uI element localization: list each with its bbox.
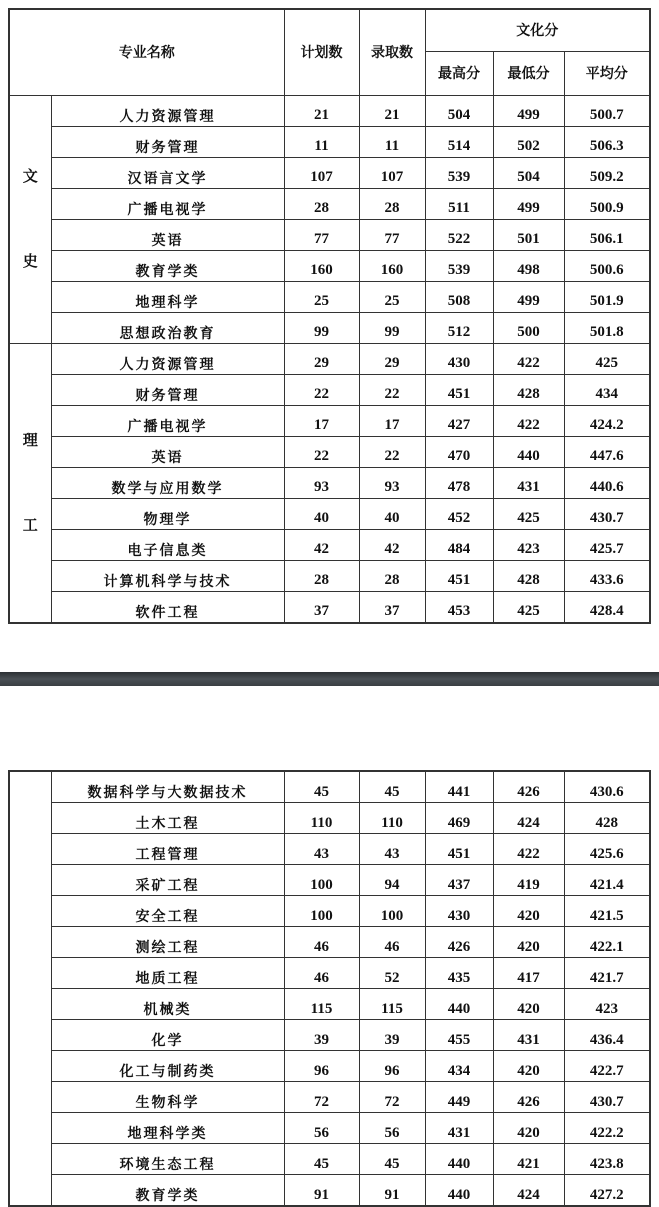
admit-count-cell: 110 bbox=[359, 803, 425, 834]
min-score-cell: 428 bbox=[493, 374, 564, 405]
min-score-cell: 425 bbox=[493, 591, 564, 623]
max-score-cell: 453 bbox=[425, 591, 493, 623]
admit-count-cell: 25 bbox=[359, 281, 425, 312]
admit-count-cell: 39 bbox=[359, 1020, 425, 1051]
plan-count-cell: 28 bbox=[284, 560, 359, 591]
avg-score-cell: 427.2 bbox=[564, 1175, 650, 1207]
avg-score-cell: 425.7 bbox=[564, 529, 650, 560]
table-row bbox=[9, 896, 650, 927]
major-name-cell: 地理科学类 bbox=[51, 1113, 284, 1144]
avg-score-cell: 430.7 bbox=[564, 498, 650, 529]
plan-count-cell: 17 bbox=[284, 405, 359, 436]
admit-count-cell: 45 bbox=[359, 771, 425, 803]
min-score-cell: 424 bbox=[493, 1175, 564, 1207]
max-score-cell: 427 bbox=[425, 405, 493, 436]
min-score-cell: 501 bbox=[493, 219, 564, 250]
plan-count-cell: 25 bbox=[284, 281, 359, 312]
plan-count-cell: 96 bbox=[284, 1051, 359, 1082]
min-score-cell: 499 bbox=[493, 188, 564, 219]
min-score-cell: 424 bbox=[493, 803, 564, 834]
admit-count-cell: 99 bbox=[359, 312, 425, 343]
major-name-cell: 数据科学与大数据技术 bbox=[51, 771, 284, 803]
table-row bbox=[9, 927, 650, 958]
min-score-cell: 420 bbox=[493, 1113, 564, 1144]
max-score-cell: 508 bbox=[425, 281, 493, 312]
major-name-cell: 广播电视学 bbox=[51, 405, 284, 436]
min-score-cell: 499 bbox=[493, 281, 564, 312]
min-score-cell: 422 bbox=[493, 405, 564, 436]
table-row bbox=[9, 343, 650, 374]
plan-count-cell: 46 bbox=[284, 958, 359, 989]
max-score-cell: 440 bbox=[425, 989, 493, 1020]
category-group-cell bbox=[9, 95, 51, 343]
major-name-cell: 测绘工程 bbox=[51, 927, 284, 958]
admission-table-part-1 bbox=[8, 8, 651, 624]
min-score-cell: 440 bbox=[493, 436, 564, 467]
admit-count-cell: 52 bbox=[359, 958, 425, 989]
plan-count-cell: 115 bbox=[284, 989, 359, 1020]
avg-score-cell: 500.7 bbox=[564, 95, 650, 126]
plan-count-cell: 91 bbox=[284, 1175, 359, 1207]
admission-table-part-2 bbox=[8, 770, 651, 1207]
table-row bbox=[9, 1051, 650, 1082]
major-name-cell: 人力资源管理 bbox=[51, 95, 284, 126]
avg-score-cell: 422.2 bbox=[564, 1113, 650, 1144]
max-score-cell: 440 bbox=[425, 1144, 493, 1175]
avg-score-cell: 430.7 bbox=[564, 1082, 650, 1113]
avg-score-cell: 500.6 bbox=[564, 250, 650, 281]
min-score-cell: 431 bbox=[493, 467, 564, 498]
min-score-cell: 421 bbox=[493, 1144, 564, 1175]
plan-count-cell: 160 bbox=[284, 250, 359, 281]
major-name-cell: 思想政治教育 bbox=[51, 312, 284, 343]
table-row bbox=[9, 803, 650, 834]
admit-count-cell: 22 bbox=[359, 436, 425, 467]
header-major-name: 专业名称 bbox=[9, 9, 284, 95]
plan-count-cell: 93 bbox=[284, 467, 359, 498]
admit-count-cell: 115 bbox=[359, 989, 425, 1020]
max-score-cell: 455 bbox=[425, 1020, 493, 1051]
major-name-cell: 英语 bbox=[51, 219, 284, 250]
table-row bbox=[9, 498, 650, 529]
admit-count-cell: 21 bbox=[359, 95, 425, 126]
major-name-cell: 英语 bbox=[51, 436, 284, 467]
major-name-cell: 教育学类 bbox=[51, 250, 284, 281]
table-row bbox=[9, 591, 650, 623]
header-max-score: 最高分 bbox=[425, 51, 493, 95]
admit-count-cell: 22 bbox=[359, 374, 425, 405]
max-score-cell: 435 bbox=[425, 958, 493, 989]
avg-score-cell: 428 bbox=[564, 803, 650, 834]
max-score-cell: 512 bbox=[425, 312, 493, 343]
avg-score-cell: 425.6 bbox=[564, 834, 650, 865]
min-score-cell: 500 bbox=[493, 312, 564, 343]
admit-count-cell: 37 bbox=[359, 591, 425, 623]
avg-score-cell: 423.8 bbox=[564, 1144, 650, 1175]
major-name-cell: 采矿工程 bbox=[51, 865, 284, 896]
max-score-cell: 431 bbox=[425, 1113, 493, 1144]
min-score-cell: 425 bbox=[493, 498, 564, 529]
avg-score-cell: 500.9 bbox=[564, 188, 650, 219]
table-row bbox=[9, 436, 650, 467]
admit-count-cell: 93 bbox=[359, 467, 425, 498]
min-score-cell: 420 bbox=[493, 896, 564, 927]
plan-count-cell: 11 bbox=[284, 126, 359, 157]
plan-count-cell: 77 bbox=[284, 219, 359, 250]
plan-count-cell: 56 bbox=[284, 1113, 359, 1144]
major-name-cell: 机械类 bbox=[51, 989, 284, 1020]
table-row bbox=[9, 560, 650, 591]
header-avg-score: 平均分 bbox=[564, 51, 650, 95]
table-row bbox=[9, 219, 650, 250]
avg-score-cell: 501.9 bbox=[564, 281, 650, 312]
table-row bbox=[9, 1144, 650, 1175]
major-name-cell: 地质工程 bbox=[51, 958, 284, 989]
max-score-cell: 430 bbox=[425, 343, 493, 374]
avg-score-cell: 436.4 bbox=[564, 1020, 650, 1051]
table-row bbox=[9, 312, 650, 343]
min-score-cell: 504 bbox=[493, 157, 564, 188]
admit-count-cell: 94 bbox=[359, 865, 425, 896]
avg-score-cell: 423 bbox=[564, 989, 650, 1020]
table-row bbox=[9, 250, 650, 281]
plan-count-cell: 45 bbox=[284, 1144, 359, 1175]
major-name-cell: 数学与应用数学 bbox=[51, 467, 284, 498]
major-name-cell: 财务管理 bbox=[51, 126, 284, 157]
min-score-cell: 431 bbox=[493, 1020, 564, 1051]
admit-count-cell: 91 bbox=[359, 1175, 425, 1207]
max-score-cell: 484 bbox=[425, 529, 493, 560]
plan-count-cell: 39 bbox=[284, 1020, 359, 1051]
table-row bbox=[9, 1020, 650, 1051]
major-name-cell: 物理学 bbox=[51, 498, 284, 529]
plan-count-cell: 100 bbox=[284, 865, 359, 896]
max-score-cell: 449 bbox=[425, 1082, 493, 1113]
major-name-cell: 环境生态工程 bbox=[51, 1144, 284, 1175]
plan-count-cell: 43 bbox=[284, 834, 359, 865]
table-row bbox=[9, 834, 650, 865]
table-row bbox=[9, 374, 650, 405]
table-row bbox=[9, 95, 650, 126]
max-score-cell: 470 bbox=[425, 436, 493, 467]
min-score-cell: 423 bbox=[493, 529, 564, 560]
admit-count-cell: 107 bbox=[359, 157, 425, 188]
plan-count-cell: 40 bbox=[284, 498, 359, 529]
plan-count-cell: 29 bbox=[284, 343, 359, 374]
major-name-cell: 人力资源管理 bbox=[51, 343, 284, 374]
min-score-cell: 502 bbox=[493, 126, 564, 157]
admit-count-cell: 11 bbox=[359, 126, 425, 157]
table-row bbox=[9, 281, 650, 312]
admit-count-cell: 72 bbox=[359, 1082, 425, 1113]
table-row bbox=[9, 529, 650, 560]
major-name-cell: 工程管理 bbox=[51, 834, 284, 865]
plan-count-cell: 100 bbox=[284, 896, 359, 927]
admit-count-cell: 45 bbox=[359, 1144, 425, 1175]
max-score-cell: 478 bbox=[425, 467, 493, 498]
max-score-cell: 514 bbox=[425, 126, 493, 157]
category-char: 史 bbox=[22, 252, 38, 270]
min-score-cell: 498 bbox=[493, 250, 564, 281]
avg-score-cell: 428.4 bbox=[564, 591, 650, 623]
avg-score-cell: 422.7 bbox=[564, 1051, 650, 1082]
max-score-cell: 426 bbox=[425, 927, 493, 958]
avg-score-cell: 425 bbox=[564, 343, 650, 374]
min-score-cell: 422 bbox=[493, 343, 564, 374]
table-row bbox=[9, 157, 650, 188]
avg-score-cell: 506.3 bbox=[564, 126, 650, 157]
header-culture-score: 文化分 bbox=[425, 9, 650, 51]
table-row bbox=[9, 989, 650, 1020]
avg-score-cell: 509.2 bbox=[564, 157, 650, 188]
plan-count-cell: 21 bbox=[284, 95, 359, 126]
avg-score-cell: 501.8 bbox=[564, 312, 650, 343]
min-score-cell: 419 bbox=[493, 865, 564, 896]
major-name-cell: 化工与制药类 bbox=[51, 1051, 284, 1082]
category-char: 理 bbox=[22, 430, 38, 449]
major-name-cell: 教育学类 bbox=[51, 1175, 284, 1207]
max-score-cell: 504 bbox=[425, 95, 493, 126]
table-row bbox=[9, 1175, 650, 1207]
max-score-cell: 539 bbox=[425, 250, 493, 281]
category-group-cell bbox=[9, 343, 51, 623]
avg-score-cell: 440.6 bbox=[564, 467, 650, 498]
major-name-cell: 软件工程 bbox=[51, 591, 284, 623]
min-score-cell: 422 bbox=[493, 834, 564, 865]
min-score-cell: 426 bbox=[493, 771, 564, 803]
header-min-score: 最低分 bbox=[493, 51, 564, 95]
avg-score-cell: 421.7 bbox=[564, 958, 650, 989]
max-score-cell: 451 bbox=[425, 374, 493, 405]
admit-count-cell: 17 bbox=[359, 405, 425, 436]
max-score-cell: 451 bbox=[425, 834, 493, 865]
max-score-cell: 441 bbox=[425, 771, 493, 803]
admit-count-cell: 43 bbox=[359, 834, 425, 865]
admit-count-cell: 28 bbox=[359, 560, 425, 591]
plan-count-cell: 22 bbox=[284, 436, 359, 467]
table-row bbox=[9, 958, 650, 989]
max-score-cell: 452 bbox=[425, 498, 493, 529]
max-score-cell: 430 bbox=[425, 896, 493, 927]
avg-score-cell: 506.1 bbox=[564, 219, 650, 250]
plan-count-cell: 45 bbox=[284, 771, 359, 803]
max-score-cell: 440 bbox=[425, 1175, 493, 1207]
header-plan-count: 计划数 bbox=[284, 9, 359, 95]
avg-score-cell: 433.6 bbox=[564, 560, 650, 591]
max-score-cell: 451 bbox=[425, 560, 493, 591]
max-score-cell: 522 bbox=[425, 219, 493, 250]
admit-count-cell: 56 bbox=[359, 1113, 425, 1144]
avg-score-cell: 447.6 bbox=[564, 436, 650, 467]
min-score-cell: 428 bbox=[493, 560, 564, 591]
plan-count-cell: 28 bbox=[284, 188, 359, 219]
admit-count-cell: 96 bbox=[359, 1051, 425, 1082]
max-score-cell: 437 bbox=[425, 865, 493, 896]
header-admit-count: 录取数 bbox=[359, 9, 425, 95]
major-name-cell: 电子信息类 bbox=[51, 529, 284, 560]
admit-count-cell: 28 bbox=[359, 188, 425, 219]
admit-count-cell: 42 bbox=[359, 529, 425, 560]
avg-score-cell: 434 bbox=[564, 374, 650, 405]
category-char: 文 bbox=[22, 167, 38, 185]
max-score-cell: 469 bbox=[425, 803, 493, 834]
table-row bbox=[9, 771, 650, 803]
major-name-cell: 土木工程 bbox=[51, 803, 284, 834]
table-row bbox=[9, 1082, 650, 1113]
table-row bbox=[9, 865, 650, 896]
admit-count-cell: 46 bbox=[359, 927, 425, 958]
major-name-cell: 广播电视学 bbox=[51, 188, 284, 219]
admit-count-cell: 100 bbox=[359, 896, 425, 927]
min-score-cell: 499 bbox=[493, 95, 564, 126]
major-name-cell: 生物科学 bbox=[51, 1082, 284, 1113]
avg-score-cell: 424.2 bbox=[564, 405, 650, 436]
table-row bbox=[9, 188, 650, 219]
max-score-cell: 434 bbox=[425, 1051, 493, 1082]
table-row bbox=[9, 467, 650, 498]
plan-count-cell: 46 bbox=[284, 927, 359, 958]
major-name-cell: 安全工程 bbox=[51, 896, 284, 927]
plan-count-cell: 22 bbox=[284, 374, 359, 405]
admit-count-cell: 29 bbox=[359, 343, 425, 374]
admit-count-cell: 40 bbox=[359, 498, 425, 529]
max-score-cell: 511 bbox=[425, 188, 493, 219]
avg-score-cell: 430.6 bbox=[564, 771, 650, 803]
major-name-cell: 汉语言文学 bbox=[51, 157, 284, 188]
major-name-cell: 化学 bbox=[51, 1020, 284, 1051]
min-score-cell: 420 bbox=[493, 989, 564, 1020]
admit-count-cell: 160 bbox=[359, 250, 425, 281]
category-group-cell bbox=[9, 771, 51, 1206]
plan-count-cell: 37 bbox=[284, 591, 359, 623]
min-score-cell: 426 bbox=[493, 1082, 564, 1113]
avg-score-cell: 421.4 bbox=[564, 865, 650, 896]
min-score-cell: 420 bbox=[493, 927, 564, 958]
major-name-cell: 财务管理 bbox=[51, 374, 284, 405]
admit-count-cell: 77 bbox=[359, 219, 425, 250]
table-row bbox=[9, 1113, 650, 1144]
avg-score-cell: 421.5 bbox=[564, 896, 650, 927]
table-row bbox=[9, 405, 650, 436]
major-name-cell: 计算机科学与技术 bbox=[51, 560, 284, 591]
min-score-cell: 420 bbox=[493, 1051, 564, 1082]
max-score-cell: 539 bbox=[425, 157, 493, 188]
page-separator-bar bbox=[0, 672, 659, 686]
plan-count-cell: 107 bbox=[284, 157, 359, 188]
plan-count-cell: 42 bbox=[284, 529, 359, 560]
plan-count-cell: 99 bbox=[284, 312, 359, 343]
plan-count-cell: 72 bbox=[284, 1082, 359, 1113]
major-name-cell: 地理科学 bbox=[51, 281, 284, 312]
min-score-cell: 417 bbox=[493, 958, 564, 989]
category-char: 工 bbox=[22, 515, 38, 534]
avg-score-cell: 422.1 bbox=[564, 927, 650, 958]
plan-count-cell: 110 bbox=[284, 803, 359, 834]
table-row bbox=[9, 126, 650, 157]
